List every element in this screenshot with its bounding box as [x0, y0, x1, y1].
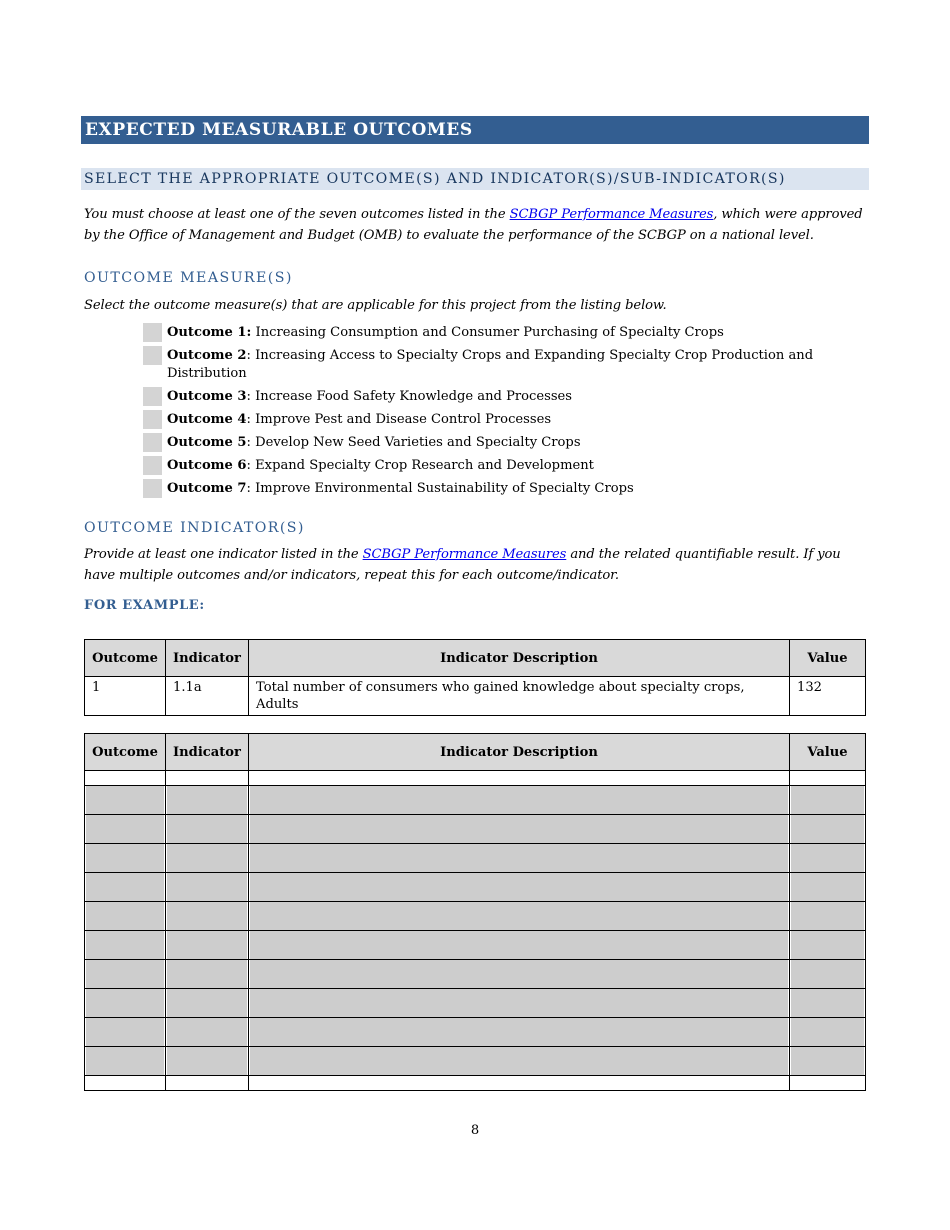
table-row	[85, 873, 866, 902]
indicators-text-after: and the related quantifiable result. If you have multiple outcomes and/or indicators, repeat this for each outcome/indicator.	[84, 547, 841, 583]
table-row	[85, 1018, 866, 1047]
outcome-item-3	[143, 386, 843, 409]
outcome-item-7	[143, 478, 843, 501]
value-input-field[interactable]	[791, 931, 864, 959]
outcome-label: Outcome 6	[167, 458, 247, 473]
outcome-item-5	[143, 432, 843, 455]
header-value: Value	[790, 640, 866, 677]
value-input-field[interactable]	[791, 989, 864, 1017]
table-row	[85, 989, 866, 1018]
header-indicator: Indicator	[166, 640, 249, 677]
value-input-field[interactable]	[791, 815, 864, 843]
value-input-field[interactable]	[791, 902, 864, 930]
spacer-cell	[790, 771, 866, 786]
indicators-text-before: Provide at least one indicator listed in the	[84, 547, 363, 562]
outcome-2-checkbox[interactable]	[143, 346, 162, 365]
header-description: Indicator Description	[249, 640, 790, 677]
header-outcome: Outcome	[85, 640, 166, 677]
outcome-label: Outcome 3	[167, 389, 247, 404]
outcome-1-checkbox[interactable]	[143, 323, 162, 342]
table-row	[85, 677, 866, 716]
outcome-checklist	[143, 322, 843, 501]
outcome-description: : Increasing Access to Specialty Crops and Expanding Specialty Crop Production and Distribution	[167, 348, 814, 381]
outcome-input-field[interactable]	[86, 873, 164, 901]
value-input-field[interactable]	[791, 960, 864, 988]
header-indicator: Indicator	[166, 734, 249, 771]
table-header-row	[85, 734, 866, 771]
spacer-cell	[249, 771, 790, 786]
example-indicator-cell: 1.1a	[166, 677, 249, 716]
description-input-field[interactable]	[250, 960, 788, 988]
description-input-field[interactable]	[250, 989, 788, 1017]
outcome-7-checkbox[interactable]	[143, 479, 162, 498]
intro-text-before: You must choose at least one of the seven outcomes listed in the	[84, 207, 510, 222]
header-outcome: Outcome	[85, 734, 166, 771]
outcome-4-checkbox[interactable]	[143, 410, 162, 429]
spacer-cell	[85, 1076, 166, 1091]
table-row	[85, 1047, 866, 1076]
for-example-label: FOR EXAMPLE:	[84, 598, 205, 613]
indicator-input-field[interactable]	[167, 844, 247, 872]
spacer-cell	[166, 1076, 249, 1091]
outcome-label: Outcome 2	[167, 348, 247, 363]
outcome-item-4	[143, 409, 843, 432]
outcome-description: : Expand Specialty Crop Research and Development	[246, 458, 594, 473]
section-banner: EXPECTED MEASURABLE OUTCOMES	[81, 116, 869, 144]
indicator-input-field[interactable]	[167, 989, 247, 1017]
outcome-input-field[interactable]	[86, 960, 164, 988]
outcome-input-field[interactable]	[86, 902, 164, 930]
header-description: Indicator Description	[249, 734, 790, 771]
table-row	[85, 844, 866, 873]
outcome-label: Outcome 1:	[167, 325, 252, 340]
description-input-field[interactable]	[250, 873, 788, 901]
indicator-input-field[interactable]	[167, 902, 247, 930]
value-input-field[interactable]	[791, 1018, 864, 1046]
header-value: Value	[790, 734, 866, 771]
value-input-field[interactable]	[791, 844, 864, 872]
description-input-field[interactable]	[250, 1018, 788, 1046]
table-row	[85, 815, 866, 844]
table-row	[85, 960, 866, 989]
intro-text-after: , which were approved by the Office of Management and Budget (OMB) to evaluate the performance of the SCBGP on a national level.	[84, 207, 863, 243]
outcome-label: Outcome 4	[167, 412, 247, 427]
outcome-indicators-heading: OUTCOME INDICATOR(S)	[84, 520, 305, 536]
spacer-cell	[249, 1076, 790, 1091]
outcome-3-checkbox[interactable]	[143, 387, 162, 406]
outcome-input-field[interactable]	[86, 786, 164, 814]
spacer-cell	[166, 771, 249, 786]
description-input-field[interactable]	[250, 931, 788, 959]
outcome-description: : Improve Environmental Sustainability of Specialty Crops	[246, 481, 634, 496]
value-input-field[interactable]	[791, 1047, 864, 1075]
value-input-field[interactable]	[791, 873, 864, 901]
description-input-field[interactable]	[250, 1047, 788, 1075]
outcome-6-checkbox[interactable]	[143, 456, 162, 475]
outcome-item-1	[143, 322, 843, 345]
value-input-field[interactable]	[791, 786, 864, 814]
outcome-input-field[interactable]	[86, 931, 164, 959]
intro-paragraph	[84, 204, 869, 246]
performance-measures-link[interactable]: SCBGP Performance Measures	[362, 547, 567, 562]
outcome-measures-instruction: Select the outcome measure(s) that are applicable for this project from the listing below.	[84, 298, 667, 313]
table-row	[85, 931, 866, 960]
table-row	[85, 902, 866, 931]
table-row	[85, 786, 866, 815]
outcome-item-2	[143, 345, 843, 386]
outcome-input-field[interactable]	[86, 844, 164, 872]
indicator-input-field[interactable]	[167, 815, 247, 843]
performance-measures-link[interactable]: SCBGP Performance Measures	[509, 207, 714, 222]
description-input-field[interactable]	[250, 902, 788, 930]
outcome-description: Increasing Consumption and Consumer Purchasing of Specialty Crops	[251, 325, 724, 340]
description-input-field[interactable]	[250, 786, 788, 814]
outcome-measures-heading: OUTCOME MEASURE(S)	[84, 270, 293, 286]
outcome-label: Outcome 7	[167, 481, 247, 496]
indicator-input-field[interactable]	[167, 931, 247, 959]
example-description-cell: Total number of consumers who gained knowledge about specialty crops, Adults	[249, 677, 790, 716]
outcome-description: : Improve Pest and Disease Control Processes	[246, 412, 552, 427]
outcome-input-field[interactable]	[86, 1047, 164, 1075]
example-indicator-table	[84, 639, 866, 716]
outcome-description: : Increase Food Safety Knowledge and Processes	[246, 389, 573, 404]
spacer-cell	[85, 771, 166, 786]
outcome-item-6	[143, 455, 843, 478]
table-spacer-row	[85, 771, 866, 786]
page-number: 8	[470, 1123, 480, 1138]
indicators-paragraph	[84, 544, 869, 586]
outcome-input-field[interactable]	[86, 989, 164, 1017]
outcome-description: : Develop New Seed Varieties and Specialty Crops	[246, 435, 581, 450]
spacer-cell	[790, 1076, 866, 1091]
table-spacer-row	[85, 1076, 866, 1091]
subsection-banner: SELECT THE APPROPRIATE OUTCOME(S) AND INDICATOR(S)/SUB-INDICATOR(S)	[81, 168, 869, 190]
example-value-cell: 132	[790, 677, 866, 716]
outcome-5-checkbox[interactable]	[143, 433, 162, 452]
indicator-input-field[interactable]	[167, 873, 247, 901]
indicator-input-field[interactable]	[167, 1047, 247, 1075]
indicator-input-field[interactable]	[167, 786, 247, 814]
outcome-input-field[interactable]	[86, 1018, 164, 1046]
description-input-field[interactable]	[250, 844, 788, 872]
indicator-input-field[interactable]	[167, 960, 247, 988]
indicator-entry-table	[84, 733, 866, 1091]
description-input-field[interactable]	[250, 815, 788, 843]
outcome-input-field[interactable]	[86, 815, 164, 843]
table-header-row	[85, 640, 866, 677]
outcome-label: Outcome 5	[167, 435, 247, 450]
example-outcome-cell: 1	[85, 677, 166, 716]
indicator-input-field[interactable]	[167, 1018, 247, 1046]
